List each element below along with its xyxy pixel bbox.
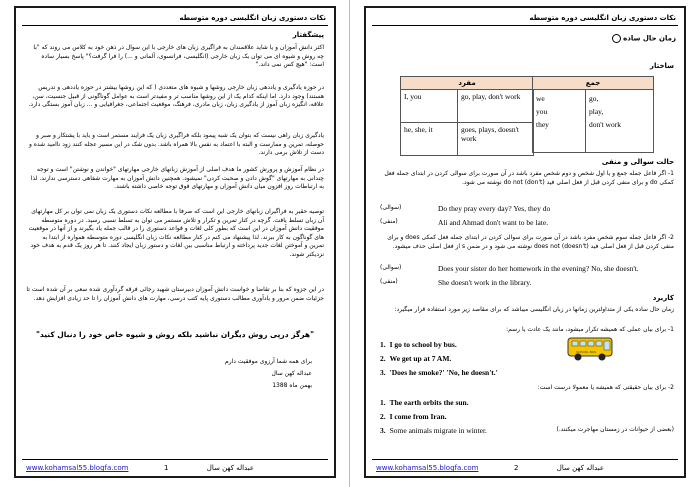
- usage2-note: (بعضی از حیوانات در زمستان مهاجرت میکنند.): [556, 426, 674, 433]
- usage-2: 2- برای بیان حقیقتی که همیشه یا معمولا درست است:: [537, 384, 674, 391]
- page-number: 1: [164, 464, 169, 472]
- bus-label: SCHOOL BUS: [576, 350, 596, 354]
- footer-author: عبداله کهن سال: [206, 464, 254, 472]
- page-right: [364, 6, 686, 478]
- header-title: نکات دستوری زبان انگلیسی دوره متوسطه: [529, 14, 676, 22]
- plural-subjects: we you they: [533, 90, 586, 153]
- example-text: She doesn't work in the library.: [438, 278, 532, 287]
- section-title: [376, 34, 676, 43]
- preface-paragraph-2: در حوزه یادگیری و یاددهی زبان خارجی روشها و شیوه های متعددی ( که این روشها بیشتر در حوزه یاددهی و تدریس هستند) وجود دارد. اما اینکه کدام یک از این روشها مناسب تر و مفیدتر است به عوامل گوناگونی از قبیل جنسیت، سن، علاقه، انگیزه زبان آموز از یادگیری زبان، زبان مادری، فرهنگ، موقعیت اجتماعی، جغرافیایی و ... زبان آموز بستگی دارد.: [28, 84, 324, 109]
- example-tag: (منفی): [380, 278, 398, 285]
- usage2-example-3: 3. Some animals migrate in winter.: [380, 426, 487, 435]
- question-negative-title: حالت سوالی و منفی: [601, 158, 674, 166]
- page-number: 2: [514, 464, 519, 472]
- singular-subject-2: he, she, it: [401, 123, 458, 156]
- footer-rule: [372, 459, 678, 460]
- preface-paragraph-3: یادگیری زبان راهی نیست که بتوان یک شبه پیمود بلکه فراگیری زبان یک فرایند مستمر است و باید با پشتکار و صبر و حوصله، تمرین و ممارست و البته با اعتماد به نفس بالا همراه باشد. بدون شک در این مسیر عجله کنند زود ناامید شده و دست از تلاش برمی دارند.: [28, 132, 324, 157]
- footer-link[interactable]: www.kohamsal55.blogfa.com: [26, 464, 129, 472]
- signature: عبداله کهن سال: [271, 370, 312, 377]
- singular-verb-1: go, play, don't work: [458, 90, 534, 123]
- usage1-example-2: 2. We get up at 7 AM.: [380, 354, 452, 363]
- example-tag: (سوالی): [380, 204, 402, 211]
- usage-title: کاربرد: [652, 294, 674, 302]
- footer-author: عبداله کهن سال: [556, 464, 604, 472]
- section-title-text: زمان حال ساده: [623, 34, 676, 43]
- plural-header: جمع: [533, 77, 654, 90]
- plural-verbs: go, play, don't work: [586, 90, 654, 153]
- usage1-example-3: 3. 'Does he smoke?' 'No, he doesn't.': [380, 368, 498, 377]
- preface-paragraph-5: توصیه حقیر به فراگیران زبانهای خارجی این است که صرفا با مطالعه نکات دستوری یک زبان نمی توان بر کل مهارتهای آن زبان تسلط یافت. گرچه در کنار تمرین و تکرار و تلاش مستمر می توان به تسلط نسبی رسید. در دوره متوسطه موفقیت دانش آموزان در این است که بطور کلی لغات و قواعد دستوری را در قالب جمله یاد بگیرند و از آنها در موقعیت های گوناگون به کار ببرند. لذا پیشنهاد می کنم در کنار مطالعه نکات زبان انگلیسی دوره متوسطه همواره از ابتدا به تمرین و آموختن لغات جدید پرداخته و ارتباط مناسبی بین لغات و دستور زبان ایجاد کنند. تا هر روز یک قدم به هدف خود نزدیکتر شوند.: [28, 208, 324, 258]
- example-tag: (سوالی): [380, 264, 402, 271]
- preface-paragraph-6: در این جزوه که بنا بر تقاضا و خواست دانش آموزان دبیرستان شهید رجائی فرقه گردآوری شده سعی بر آن شده است تا جزئیات ضمن مرور و یادآوری مطالب دستوری پایه کتب درسی، مهارت های دانش آموزان را تا حد زیادی افزایش دهد.: [26, 286, 324, 302]
- page-gutter: [349, 0, 350, 487]
- header-title: نکات دستوری زبان انگلیسی دوره متوسطه: [179, 14, 326, 22]
- example-tag: (منفی): [380, 218, 398, 225]
- usage2-example-1: 1. The earth orbits the sun.: [380, 398, 469, 407]
- preface-paragraph-1: اکثر دانش آموزان و یا شاید علاقمندان به فراگیری زبان های خارجی با این سوال در ذهن خود به کلاس می روند که "با چه روش و شیوه ای می توان یک زبان خارجی (انگلیسی، فرانسوی، آلمانی و ...) را فرا گرفت؟" پاسخ بسیار ساده است: "هیچ کس نمی داند.": [33, 44, 324, 69]
- example-text: Ali and Ahmad don't want to be late.: [438, 218, 549, 227]
- plural-table: [532, 76, 654, 153]
- question-negative-rule-1: 1- اگر فاعل جمله جمع و یا اول شخص و دوم شخص مفرد باشد در آن صورت برای سوالی کردن در ابتدای جمله فعل کمکی do و برای منفی کردن قبل از فعل اصلی فید do not (don't) نوشته می شود.: [384, 170, 674, 186]
- example-text: Do they pray every day? Yes, they do: [438, 204, 551, 213]
- date: بهمن ماه 1388: [272, 382, 312, 389]
- header-rule: [22, 25, 328, 26]
- page-left: [14, 6, 336, 478]
- singular-header: مفرد: [401, 77, 534, 90]
- usage2-example-2: 2. I come from Iran.: [380, 412, 447, 421]
- structure-title: ساختار: [649, 62, 674, 70]
- footer-link[interactable]: www.kohamsal55.blogfa.com: [376, 464, 479, 472]
- usage1-example-1: 1. I go to school by bus.: [380, 340, 457, 349]
- example-text: Does your sister do her homework in the evening? No, she doesn't.: [438, 264, 639, 273]
- usage-1: 1- برای بیان عملی که همیشه تکرار میشود، مانند یک عادت یا رسم:: [506, 326, 674, 333]
- quote: "هرگز درپی روش دیگران نباشید بلکه روش و شیوه خاص خود را دنبال کنید": [35, 330, 315, 339]
- singular-table: [400, 76, 534, 156]
- usage-paragraph: زمان حال ساده یکی از متداولترین زمانها در زبان انگلیسی میباشد که برای مقاصد زیر مورد استفاده قرار میگیرد:: [394, 306, 674, 313]
- footer-rule: [22, 459, 328, 460]
- singular-verb-2: goes, plays, doesn't work: [458, 123, 534, 156]
- bullet-circle-icon: [612, 34, 621, 43]
- closing-line: برای همه شما آرزوی موفقیت دارم: [225, 358, 312, 365]
- school-bus-icon: [566, 334, 616, 364]
- preface-paragraph-4: در نظام آموزش و پرورش کشور ما هدف اصلی از آموزش زبانهای خارجی مهارتهای "خواندن و نوشتن" است و توجه چندانی به مهارتهای "گوش دادن و صحبت کردن" نمیشود. همچنین دانش آموزان به مهارت شفاهی دسترسی ندارند. لذا به ارتباطات روز افزون میان دانش آموزان و مهارتهای فوق توجه خاصی داشته باشند.: [30, 166, 324, 191]
- preface-title: پیشگفتار: [292, 31, 324, 39]
- header-rule: [372, 25, 678, 26]
- question-negative-rule-2: 2- اگر فاعل جمله سوم شخص مفرد باشد در آن صورت برای سوالی کردن در ابتدای جمله فعل کمکی does و برای منفی کردن قبل از فعل اصلی فید does not (doesn't) نوشته می شود و در ضمن s از فعل اصلی حذف میشود.: [387, 234, 674, 250]
- singular-subject-1: I, you: [401, 90, 458, 123]
